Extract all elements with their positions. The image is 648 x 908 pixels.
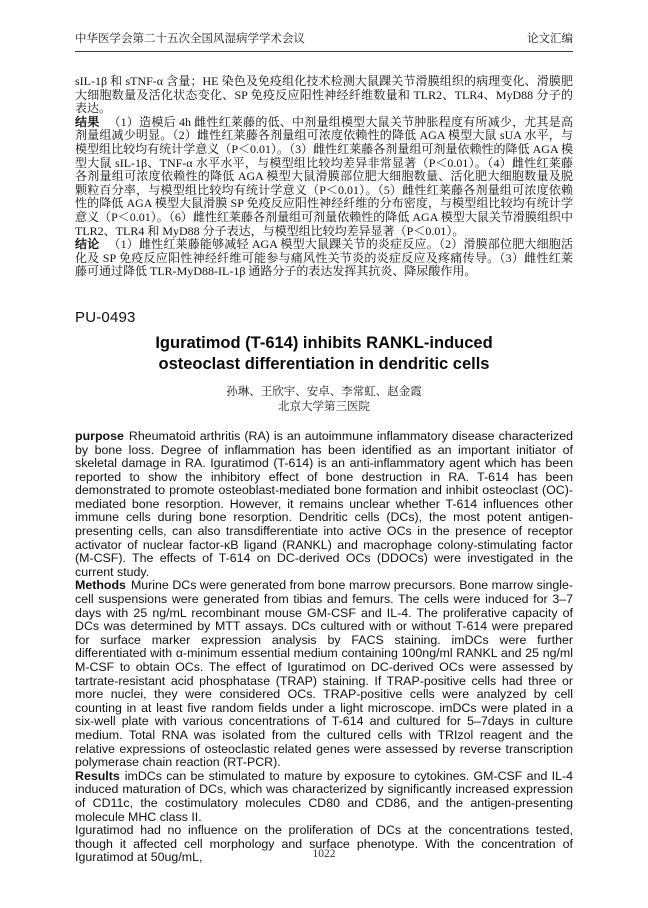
header-conference-title: 中华医学会第二十五次全国风湿病学学术会议 [75, 33, 305, 45]
purpose-text: Rheumatoid arthritis (RA) is an autoimmune inflammatory disease characterized by bone loss. Degree of inflammation has been identified as an important initiator of skeletal damage in RA. Iguratimod (T-614) is an anti-inflammatory agent which has been reported to show the inhibitory effect of bone destruction in RA. T-614 has been demonstrated to promote osteoblast-mediated bone formation and inhibit osteoclast (OC)-mediated bone resorption. However, it remains unclear whether T-614 influences other immune cells during bone resorption. Dendritic cells (DCs), the most potent antigen-presenting cells, can also transdifferentiate into active OCs in the presence of receptor activator of nuclear factor-κB ligand (RANKL) and macrophage colony-stimulating factor (M-CSF). The effects of T-614 on DC-derived OCs (DDOCs) were investigated in the current study. [75, 428, 573, 579]
methods-paragraph [75, 579, 573, 769]
zh-results-label: 结果 [75, 114, 100, 129]
abstract-id: PU-0493 [75, 308, 136, 326]
previous-abstract-continuation [75, 75, 573, 279]
continuation-text: sIL-1β 和 sTNF-α 含量；HE 染色及免疫组化技术检测大鼠踝关节滑膜组织的病理变化、滑膜肥大细胞数量及活化状态变化、SP 免疫反应阳性神经纤维数量和 TLR2、TLR4、MyD88 分子的表达。 [75, 74, 573, 116]
page-number: 1022 [312, 848, 336, 860]
continuation-paragraph [75, 75, 573, 116]
results-continued-text: Iguratimod had no influence on the proliferation of DCs at the concentrations tested, though it affected cell morphology and surface phenotype. With the concentration of Iguratimod at 50ug/mL, [75, 823, 573, 865]
zh-conclusion-label: 结论 [75, 237, 100, 252]
purpose-label: purpose [75, 428, 124, 443]
authors-line: 孙琳、王欣宇、安卓、李常虹、赵金霞 [226, 385, 422, 398]
purpose-paragraph [75, 430, 573, 580]
header-volume-label: 论文汇编 [527, 33, 573, 45]
zh-results-paragraph [75, 116, 573, 238]
affiliation-line: 北京大学第三医院 [278, 400, 370, 413]
authors-block [75, 385, 573, 415]
results-label: Results [75, 768, 120, 783]
abstract-body [75, 430, 573, 865]
results-paragraph [75, 770, 573, 824]
zh-results-text: （1）造模后 4h 雌性红莱藤的低、中剂量组模型大鼠关节肿胀程度有所减少，尤其是高剂量组减少明显。（2）雌性红莱藤各剂量组可浓度依赖性的降低 AGA 模型大鼠 sUA 水平，与模型组比较均有统计学意义（P＜0.01）。（3）雌性红莱藤各剂量组可剂量依赖性的降低 AGA 模型大鼠 sIL-1β、TNF-α 水平水平，与模型组比较均差异非常显著（P＜0.01）。（4）雌性红莱藤各剂量组可浓度依赖性的降低 AGA 模型大鼠滑膜部位肥大细胞数量、活化肥大细胞数量及脱颗粒百分率，与模型组比较均有统计学意义（P＜0.01）。（5）雌性红莱藤各剂量组可浓度依赖性的降低 AGA 模型大鼠滑膜 SP 免疫反应阳性神经纤维的分布密度，与模型组比较均有统计学意义（P＜0.01）。（6）雌性红莱藤各剂量组可剂量依赖性的降低 AGA 模型大鼠关节滑膜组织中 TLR2、TLR4 和 MyD88 分子表达，与模型组比较均差异显著（P＜0.01）。 [75, 114, 573, 238]
running-header [75, 30, 573, 52]
zh-conclusion-paragraph [75, 238, 573, 279]
methods-text: Murine DCs were generated from bone marrow precursors. Bone marrow single-cell suspensions were generated from tibias and femurs. The cells were induced for 3–7 days with 25 ng/mL recombinant mouse GM-CSF and IL-4. The proliferative capacity of DCs was determined by MTT assays. DCs cultured with or without T-614 were prepared for surface marker expression analysis by FACS staining. imDCs were further differentiated with α-minimum essential medium containing 100ng/ml RANKL and 25 ng/ml M-CSF to obtain OCs. The effect of Iguratimod on DC-derived OCs were assessed by tartrate-resistant acid phosphatase (TRAP) staining. If TRAP-positive cells had three or more nuclei, they were considered OCs. TRAP-positive cells were analyzed by cell counting in at least five random fields under a light microscope. imDCs were plated in a six-well plate with various concentrations of T-614 and cultured for 5–7days in culture medium. Total RNA was isolated from the cultured cells with TRIzol reagent and the relative expressions of osteoclastic related genes were assessed by reverse transcription polymerase chain reaction (RT-PCR). [75, 578, 573, 770]
zh-conclusion-text: （1）雌性红莱藤能够减轻 AGA 模型大鼠踝关节的炎症反应。（2）滑膜部位肥大细胞活化及 SP 免疫反应阳性神经纤维可能参与痛风性关节炎的炎症反应及疼痛传导。（3）雌性红莱藤可通过降低 TLR-MyD88-IL-1β 通路分子的表达发挥其抗炎、降尿酸作用。 [75, 237, 573, 279]
results-text: imDCs can be stimulated to mature by exposure to cytokines. GM-CSF and IL-4 induced maturation of DCs, which was characterized by significantly increased expression of CD11c, the costimulatory molecules CD80 and CD86, and the antigen-presenting molecule MHC class II. [75, 768, 573, 824]
methods-label: Methods [75, 578, 126, 593]
abstract-section [75, 309, 573, 865]
abstract-title: Iguratimod (T-614) inhibits RANKL-induced osteoclast differentiation in dendritic cells [155, 333, 493, 373]
